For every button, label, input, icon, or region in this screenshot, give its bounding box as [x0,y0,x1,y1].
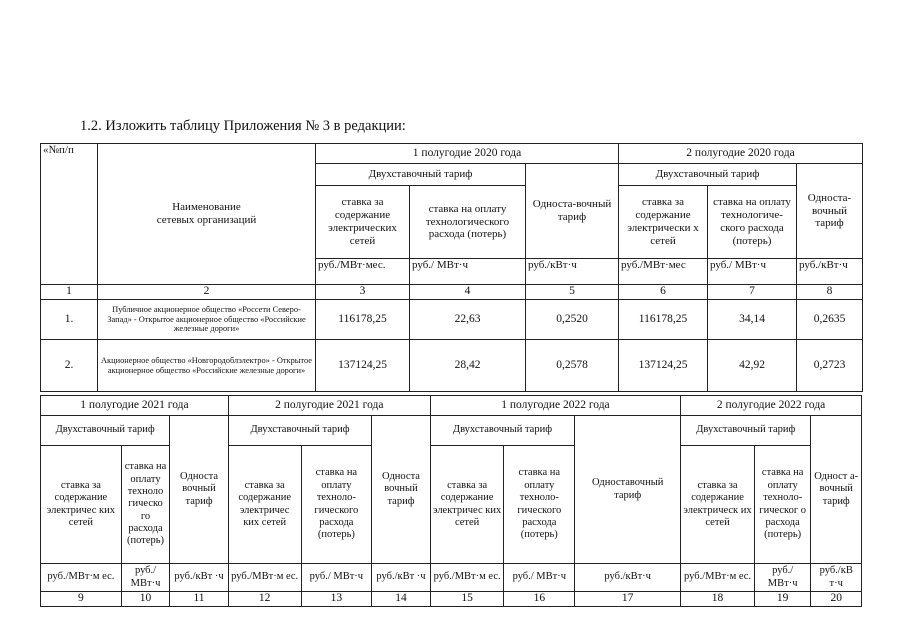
loss-rate-header: ставка на оплату техноло-гическог о расхода (потерь) [754,446,811,564]
single-rate-tariff-header: Односта-вочный тариф [526,164,619,259]
table-row [41,300,863,340]
row-number-header: «№п/п [41,144,98,285]
unit-cell: руб./кВт ·ч [372,564,431,592]
unit-cell: руб./кВт·ч [526,259,619,285]
column-number: 11 [170,592,229,607]
single-rate-tariff-header: Одност а-вочный тариф [811,416,862,564]
column-number: 3 [316,285,410,300]
column-number: 18 [681,592,755,607]
unit-cell: руб./кВт·ч [575,564,681,592]
table-row [41,340,863,392]
unit-cell: руб./МВт·м ес. [430,564,504,592]
column-number: 8 [797,285,863,300]
column-number-row [41,592,862,607]
tariff-table-2021-2022 [40,395,862,607]
unit-cell: руб./кВ т·ч [811,564,862,592]
two-rate-tariff-header: Двухставочный тариф [316,164,526,186]
loss-rate-header: ставка на оплату технологического расхода (потерь) [410,186,526,259]
column-number: 17 [575,592,681,607]
column-number: 13 [301,592,372,607]
unit-cell: руб./МВт·м ес. [228,564,301,592]
maintenance-rate-header: ставка за содержание электричес ких сетей [430,446,504,564]
value-cell: 116178,25 [619,300,708,340]
single-rate-tariff-header: Односта вочный тариф [372,416,431,564]
column-number: 2 [98,285,316,300]
maintenance-rate-header: ставка за содержание электричес ких сетей [228,446,301,564]
maintenance-rate-header: ставка за содержание электрических сетей [316,186,410,259]
maintenance-rate-header: ставка за содержание электрически х сетей [619,186,708,259]
unit-cell: руб./МВт·м ес. [41,564,122,592]
column-number: 10 [121,592,169,607]
column-number: 15 [430,592,504,607]
unit-cell: руб./ МВт·ч [121,564,169,592]
value-cell: 116178,25 [316,300,410,340]
two-rate-tariff-header: Двухставочный тариф [430,416,574,446]
unit-cell: руб./ МВт·ч [504,564,575,592]
unit-cell: руб./МВт·мес. [316,259,410,285]
single-rate-tariff-header: Односта-вочный тариф [797,164,863,259]
single-rate-tariff-header: Одноставочный тариф [575,416,681,564]
intro-text: 1.2. Изложить таблицу Приложения № 3 в редакции: [80,118,406,134]
column-number: 12 [228,592,301,607]
unit-cell: руб./кВт·ч [797,259,863,285]
value-cell: 0,2520 [526,300,619,340]
loss-rate-header: ставка на оплату техноло-гического расхода (потерь) [504,446,575,564]
period-header-1h-2020: 1 полугодие 2020 года [316,144,619,164]
value-cell: 137124,25 [316,340,410,392]
unit-cell: руб./ МВт·ч [708,259,797,285]
column-number: 9 [41,592,122,607]
column-number: 14 [372,592,431,607]
column-number-row [41,285,863,300]
period-header: 1 полугодие 2022 года [430,396,680,416]
column-number: 1 [41,285,98,300]
value-cell: 34,14 [708,300,797,340]
unit-cell: руб./кВт ·ч [170,564,229,592]
value-cell: 0,2578 [526,340,619,392]
period-header: 1 полугодие 2021 года [41,396,229,416]
column-number: 4 [410,285,526,300]
maintenance-rate-header: ставка за содержание электричес ких сетей [41,446,122,564]
value-cell: 137124,25 [619,340,708,392]
unit-cell: руб./ МВт·ч [410,259,526,285]
value-cell: 22,63 [410,300,526,340]
value-cell: 0,2635 [797,300,863,340]
row-number: 1. [41,300,98,340]
single-rate-tariff-header: Односта вочный тариф [170,416,229,564]
organization-name-header: Наименование сетевых организаций [98,144,316,285]
column-number: 20 [811,592,862,607]
period-header-2h-2020: 2 полугодие 2020 года [619,144,863,164]
loss-rate-header: ставка на оплату техноло гическо го расхода (потерь) [121,446,169,564]
period-header: 2 полугодие 2021 года [228,396,430,416]
unit-cell: руб./МВт·м ес. [681,564,755,592]
column-number: 6 [619,285,708,300]
column-number: 19 [754,592,811,607]
period-header: 2 полугодие 2022 года [681,396,862,416]
organization-name: Акционерное общество «Новгородоблэлектро» - Открытое акционерное общество «Российские железные дороги» [98,340,316,392]
row-number: 2. [41,340,98,392]
value-cell: 42,92 [708,340,797,392]
value-cell: 28,42 [410,340,526,392]
maintenance-rate-header: ставка за содержание электрическ их сетей [681,446,755,564]
organization-name: Публичное акционерное общество «Россети Северо-Запад» - Открытое акционерное общество «Российские железные дороги» [98,300,316,340]
tariff-table-2020 [40,143,863,392]
loss-rate-header: ставка на оплату техноло-гического расхода (потерь) [301,446,372,564]
column-number: 5 [526,285,619,300]
column-number: 16 [504,592,575,607]
unit-cell: руб./ МВт·ч [301,564,372,592]
two-rate-tariff-header: Двухставочный тариф [41,416,170,446]
unit-cell: руб./МВт·мес [619,259,708,285]
two-rate-tariff-header: Двухставочный тариф [681,416,811,446]
two-rate-tariff-header: Двухставочный тариф [619,164,797,186]
column-number: 7 [708,285,797,300]
unit-cell: руб./ МВт·ч [754,564,811,592]
value-cell: 0,2723 [797,340,863,392]
loss-rate-header: ставка на оплату технологиче-ского расхода (потерь) [708,186,797,259]
two-rate-tariff-header: Двухставочный тариф [228,416,371,446]
